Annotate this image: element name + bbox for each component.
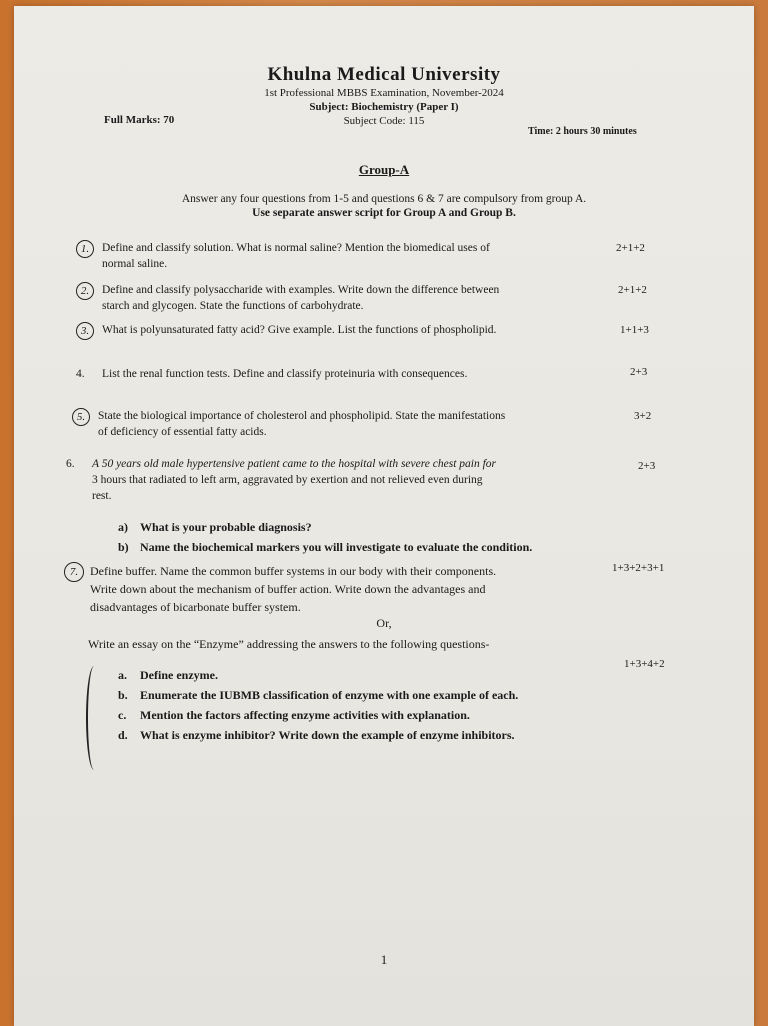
question-line: rest.: [92, 490, 112, 502]
question-number: 1.: [76, 240, 94, 258]
question-line: State the biological importance of cholesterol and phospholipid. State the manifestations: [98, 410, 506, 422]
question-marks: 3+2: [634, 410, 652, 422]
essay-item-c: [118, 706, 470, 724]
question-line: starch and glycogen. State the functions of carbohydrate.: [102, 300, 364, 312]
full-marks: Full Marks: 70: [104, 114, 175, 126]
sub-text: Define enzyme.: [140, 668, 218, 682]
university-name: Khulna Medical University: [267, 64, 501, 85]
sub-text: Name the biochemical markers you will investigate to evaluate the condition.: [140, 540, 533, 554]
essay-item-b: [118, 686, 518, 704]
exam-name: 1st Professional MBBS Examination, November-2024: [264, 87, 504, 99]
question-marks: 2+3: [638, 460, 656, 472]
sub-label: c.: [118, 708, 127, 722]
group-title: Group-A: [358, 162, 410, 177]
question-marks: 1+1+3: [620, 324, 649, 336]
or-separator: Or,: [376, 616, 392, 630]
question-line: Define and classify solution. What is normal saline? Mention the biomedical uses of: [102, 242, 490, 254]
sub-text: Enumerate the IUBMB classification of enzyme with one example of each.: [140, 688, 519, 702]
question-line: Define and classify polysaccharide with examples. Write down the difference between: [102, 284, 500, 296]
sub-text: What is enzyme inhibitor? Write down the example of enzyme inhibitors.: [140, 728, 515, 742]
question-line: Define buffer. Name the common buffer systems in our body with their components.: [90, 564, 497, 578]
question-number: 5.: [72, 408, 90, 426]
essay-item-a: [118, 666, 218, 684]
sub-label: b): [118, 540, 129, 554]
question-line: normal saline.: [102, 258, 168, 270]
essay-intro: Write an essay on the “Enzyme” addressing the answers to the following questions-: [88, 637, 490, 651]
essay-item-d: [118, 726, 515, 744]
sub-label: a.: [118, 668, 127, 682]
question-line: List the renal function tests. Define and classify proteinuria with consequences.: [102, 368, 468, 380]
question-line: What is polyunsaturated fatty acid? Give example. List the functions of phospholipid.: [102, 324, 497, 336]
q6-sub-b: [118, 538, 532, 556]
exam-time: Time: 2 hours 30 minutes: [528, 126, 637, 137]
question-line: of deficiency of essential fatty acids.: [98, 426, 267, 438]
question-marks: 2+3: [630, 366, 648, 378]
question-number: 2.: [76, 282, 94, 300]
question-line: disadvantages of bicarbonate buffer system.: [90, 600, 301, 614]
subject-name: Subject: Biochemistry (Paper I): [309, 101, 459, 113]
instruction-line-1: Answer any four questions from 1-5 and questions 6 & 7 are compulsory from group A.: [181, 193, 587, 205]
question-number: 3.: [76, 322, 94, 340]
question-marks: 1+3+2+3+1: [612, 562, 665, 574]
sub-text: What is your probable diagnosis?: [140, 520, 312, 534]
sub-text: Mention the factors affecting enzyme activities with explanation.: [140, 708, 470, 722]
essay-marks: 1+3+4+2: [624, 658, 665, 670]
sub-label: d.: [118, 728, 128, 742]
sub-label: b.: [118, 688, 128, 702]
question-line: Write down about the mechanism of buffer action. Write down the advantages and: [90, 582, 486, 596]
q6-sub-a: [118, 518, 312, 536]
sub-label: a): [118, 520, 128, 534]
question-marks: 2+1+2: [616, 242, 645, 254]
question-marks: 2+1+2: [618, 284, 647, 296]
question-line: A 50 years old male hypertensive patient came to the hospital with severe chest pain for: [92, 458, 497, 470]
question-number: 6.: [66, 458, 75, 470]
exam-paper: [14, 6, 754, 1026]
instruction-line-2: Use separate answer script for Group A and Group B.: [252, 207, 516, 219]
question-number: 7.: [64, 562, 84, 582]
brace-mark: [86, 666, 102, 770]
question-line: 3 hours that radiated to left arm, aggravated by exertion and not relieved even during: [92, 474, 483, 486]
page-number: 1: [380, 952, 388, 967]
subject-code: Subject Code: 115: [343, 115, 425, 127]
question-number: 4.: [76, 368, 85, 380]
